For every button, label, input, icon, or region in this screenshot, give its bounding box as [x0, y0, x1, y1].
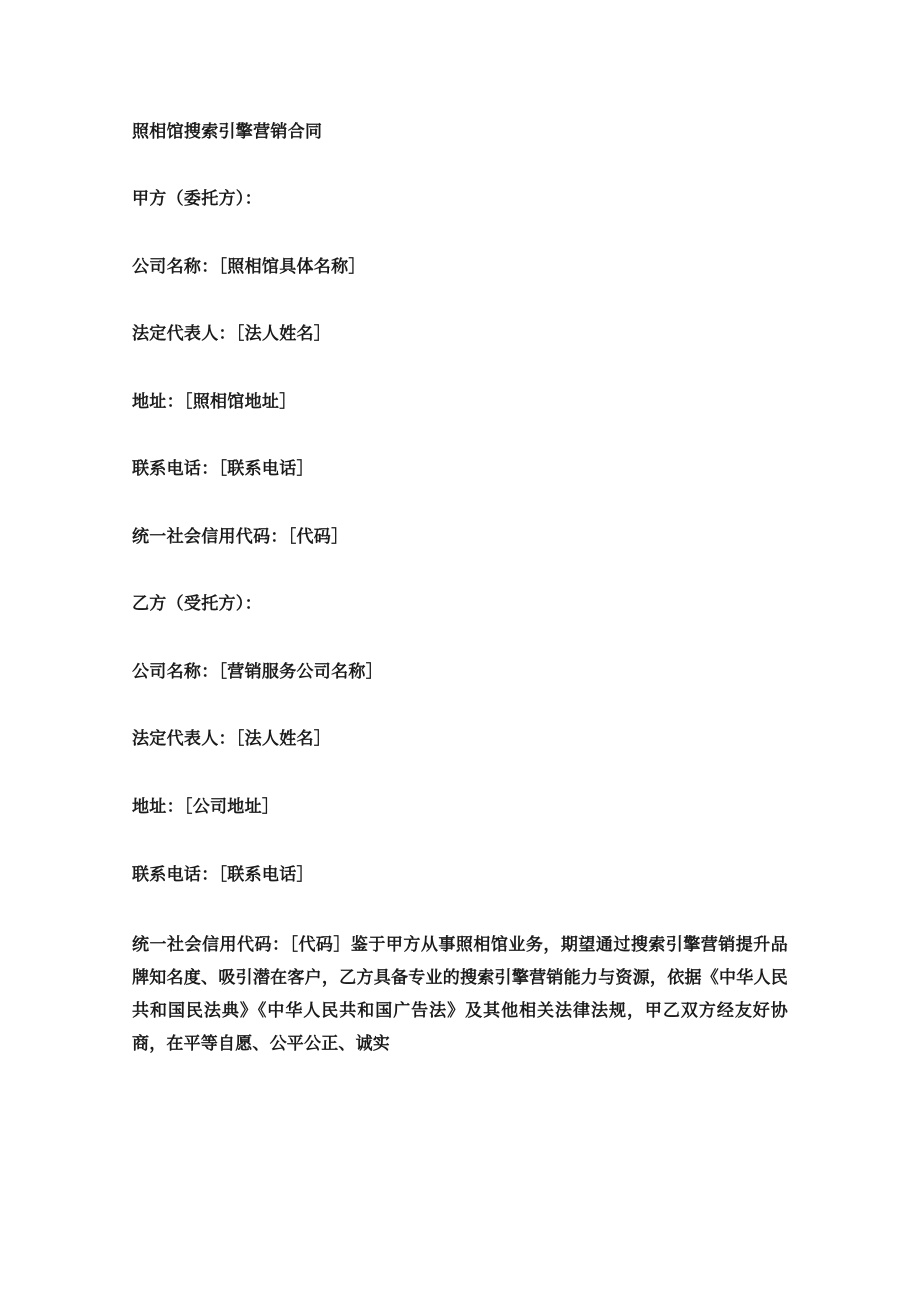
party-a-legal-representative: 法定代表人：［法人姓名］ [132, 324, 332, 344]
party-b-company-name: 公司名称：［营销服务公司名称］ [132, 661, 383, 681]
party-a-phone: 联系电话：［联系电话］ [132, 459, 314, 479]
party-b-legal-representative: 法定代表人：［法人姓名］ [132, 729, 332, 749]
party-a-credit-code: 统一社会信用代码：［代码］ [132, 526, 349, 546]
preamble-paragraph: 统一社会信用代码：［代码］鉴于甲方从事照相馆业务，期望通过搜索引擎营销提升品牌知名度、吸引潜在客户，乙方具备专业的搜索引擎营销能力与资源，依据《中华人民共和国民法典》《中华人民共和国广告法》及其他相关法律法规，甲乙双方经友好协商，在平等自愿、公平公正、诚实 [132, 935, 788, 1054]
party-b-address: 地址：［公司地址］ [132, 796, 280, 816]
party-b-heading: 乙方（受托方）： [132, 594, 262, 614]
party-a-company-name: 公司名称：［照相馆具体名称］ [132, 256, 366, 276]
party-b-phone: 联系电话：［联系电话］ [132, 864, 314, 884]
party-a-heading: 甲方（委托方）： [132, 189, 262, 209]
page-title: 照相馆搜索引擎营销合同 [132, 122, 323, 141]
party-a-address: 地址：［照相馆地址］ [132, 391, 297, 411]
